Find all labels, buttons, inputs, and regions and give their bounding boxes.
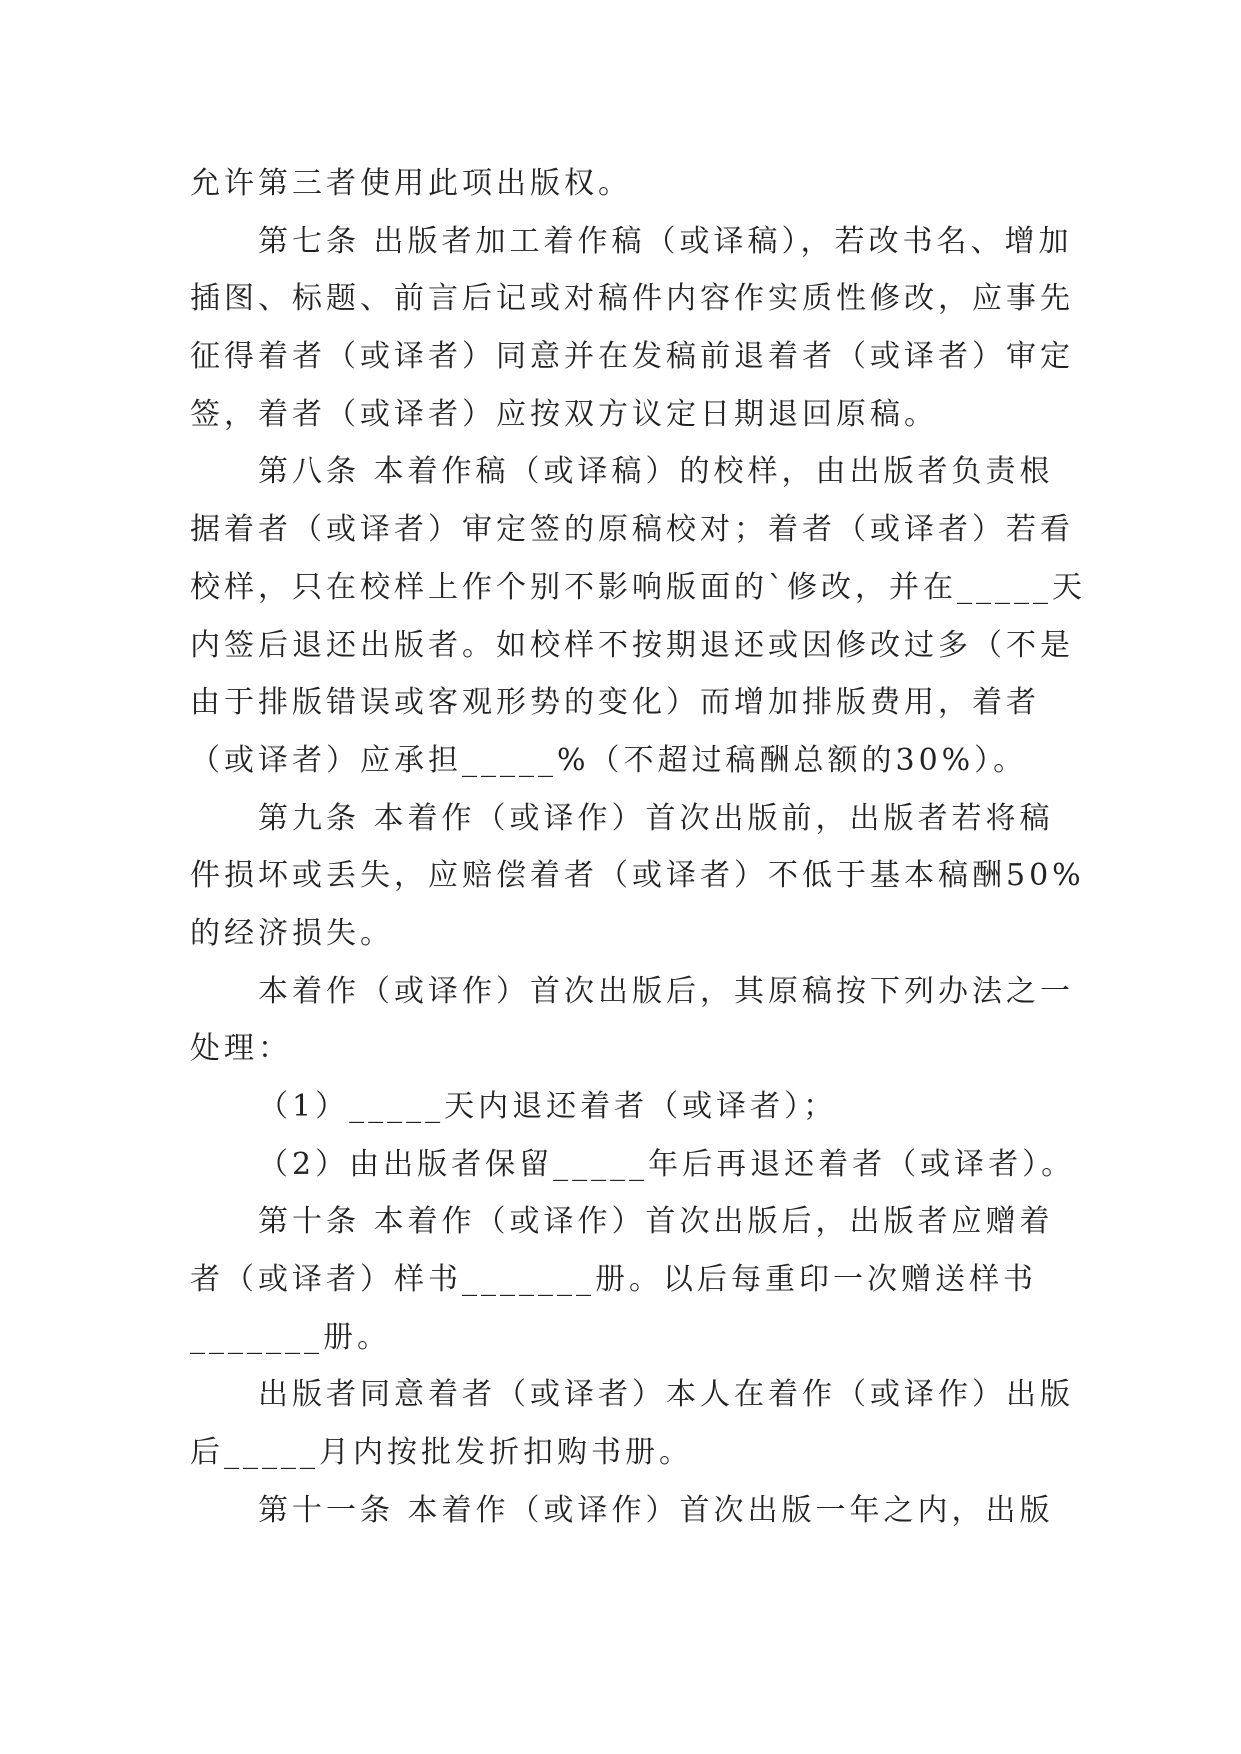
text-line: 内签后退还出版者。如校样不按期退还或因修改过多（不是	[190, 627, 1074, 663]
text-line: 者（或译者）样书_______册。以后每重印一次赠送样书	[190, 1262, 1037, 1298]
text-line: 处理：	[190, 1031, 292, 1067]
text-line: 允许第三者使用此项出版权。	[190, 166, 632, 201]
text-line: 校样，只在校样上作个别不影响版面的`修改，并在_____天	[190, 569, 1086, 605]
text-line: 由于排版错误或客观形势的变化）而增加排版费用，着者	[190, 685, 1040, 721]
text-line: 后_____月内按批发折扣购书册。	[190, 1435, 693, 1471]
text-line: 第七条 出版者加工着作稿（或译稿），若改书名、增加	[258, 223, 1073, 259]
document-body	[190, 155, 1086, 1540]
text-line: 的经济损失。	[190, 915, 394, 951]
text-line: 第十条 本着作（或译作）首次出版后，出版者应赠着	[258, 1204, 1054, 1240]
text-line: 插图、标题、前言后记或对稿件内容作实质性修改，应事先	[190, 281, 1074, 317]
text-line: 签，着者（或译者）应按双方议定日期退回原稿。	[190, 396, 938, 432]
text-line: 第九条 本着作（或译作）首次出版前，出版者若将稿	[258, 800, 1054, 836]
text-line: 据着者（或译者）审定签的原稿校对；着者（或译者）若看	[190, 512, 1074, 548]
text-line: 出版者同意着者（或译者）本人在着作（或译作）出版	[258, 1377, 1074, 1413]
text-line: 件损坏或丢失，应赔偿着者（或译者）不低于基本稿酬50%	[190, 858, 1085, 894]
text-line: _______册。	[190, 1319, 391, 1355]
text-line: 征得着者（或译者）同意并在发稿前退着者（或译者）审定	[190, 339, 1074, 375]
text-line: 第八条 本着作稿（或译稿）的校样，由出版者负责根	[258, 454, 1054, 490]
text-line: （2）由出版者保留_____年后再退还着者（或译者）。	[258, 1146, 1076, 1182]
text-line: 第十一条 本着作（或译作）首次出版一年之内，出版	[258, 1492, 1054, 1528]
text-line: 本着作（或译作）首次出版后，其原稿按下列办法之一	[258, 973, 1074, 1009]
text-line: （1）_____天内退还着者（或译者）；	[258, 1089, 838, 1124]
text-line: （或译者）应承担_____%（不超过稿酬总额的30%）。	[190, 742, 1028, 778]
